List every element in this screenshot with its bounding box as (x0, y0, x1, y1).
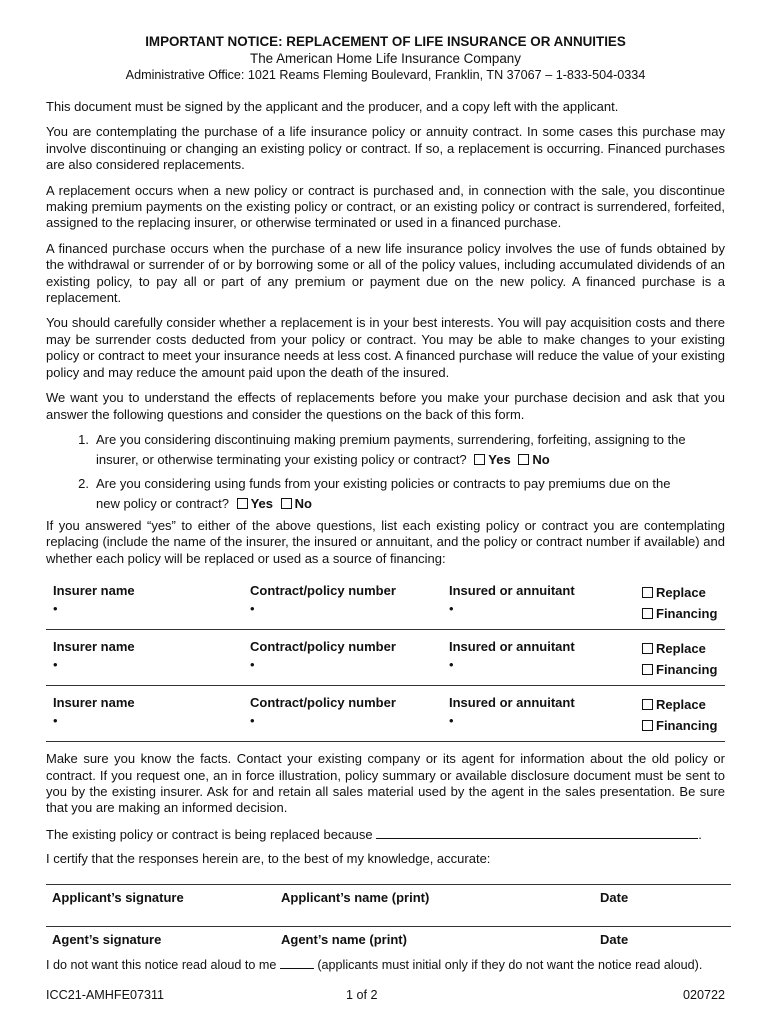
read-aloud-line (46, 957, 736, 973)
insured-annuitant-label: Insured or annuitant (449, 583, 575, 599)
insured-annuitant-label: Insured or annuitant (449, 695, 575, 711)
agent-signature-row[interactable] (46, 926, 731, 949)
insurer-name-field[interactable]: • (53, 601, 58, 617)
replace-label: Replace (656, 641, 706, 657)
replace-checkbox[interactable] (642, 699, 653, 710)
applicant-name-label: Applicant’s name (print) (281, 890, 430, 905)
no-label: No (294, 495, 312, 511)
insured-annuitant-label: Insured or annuitant (449, 639, 575, 655)
paragraph-if-yes: If you answered “yes” to either of the above questions, list each existing policy or contract you are contemplating replacing (include the name of the insurer, the insured or annuitant, and the policy or contract number if available) and whether each policy will be replaced or used as a source of financing: (46, 517, 725, 566)
question-number: 1. (78, 431, 89, 447)
no-label: No (532, 451, 550, 467)
replace-label: Replace (656, 697, 706, 713)
contract-number-field[interactable]: • (250, 657, 255, 673)
paragraph-understand: We want you to understand the effects of replacements before you make your purchase decision and ask that you answer the following questions and consider the questions on the back of this form. (46, 390, 725, 422)
read-aloud-note: (applicants must initial only if they do not want the notice read aloud). (317, 958, 703, 972)
read-aloud-initials-field[interactable] (280, 957, 314, 969)
read-aloud-text: I do not want this notice read aloud to me (46, 958, 277, 972)
replace-checkbox[interactable] (642, 587, 653, 598)
yes-label: Yes (488, 451, 511, 467)
insured-annuitant-field[interactable]: • (449, 657, 454, 673)
paragraph-replacement-definition: A replacement occurs when a new policy or contract is purchased and, in connection with the sale, you discontinue making premium payments on the existing policy or contract, or an existing policy or contract is surrendered, forfeited, assigned to the replacing insurer, or otherwise terminated or used in a financed purchase. (46, 182, 725, 231)
insurer-name-field[interactable]: • (53, 713, 58, 729)
page-number: 1 of 2 (346, 988, 378, 1002)
applicant-signature-label: Applicant’s signature (52, 890, 184, 905)
company-name: The American Home Life Insurance Company (250, 51, 521, 66)
question-2 (46, 474, 725, 514)
replace-checkbox[interactable] (642, 643, 653, 654)
insurer-name-label: Insurer name (53, 583, 135, 599)
form-id: ICC21-AMHFE07311 (46, 988, 165, 1002)
document-title: IMPORTANT NOTICE: REPLACEMENT OF LIFE INSURANCE OR ANNUITIES (145, 34, 626, 49)
table-row (46, 630, 725, 686)
insured-annuitant-field[interactable]: • (449, 601, 454, 617)
paragraph-contemplating: You are contemplating the purchase of a life insurance policy or annuity contract. In some cases this purchase may involve discontinuing or changing an existing policy or contract. If so, a replacement is occurring. Financed purchases are also considered replacements. (46, 124, 725, 173)
financing-checkbox[interactable] (642, 608, 653, 619)
replaced-because-line (46, 826, 725, 843)
question-text: insurer, or otherwise terminating your existing policy or contract? (96, 451, 467, 467)
insured-annuitant-field[interactable]: • (449, 713, 454, 729)
paragraph-consider: You should carefully consider whether a replacement is in your best interests. You will pay acquisition costs and there may be surrender costs deducted from your policy or contract. You may be able to make changes to your existing policy or contract to meet your insurance needs at less cost. A financed purchase will reduce the value of your existing policy and may reduce the amount paid upon the death of the insured. (46, 315, 725, 380)
contract-number-label: Contract/policy number (250, 695, 396, 711)
financing-checkbox[interactable] (642, 720, 653, 731)
financing-label: Financing (656, 718, 718, 734)
insurer-name-field[interactable]: • (53, 657, 58, 673)
financing-label: Financing (656, 606, 718, 622)
question-text: new policy or contract? (96, 495, 229, 511)
insurer-name-label: Insurer name (53, 639, 135, 655)
agent-name-label: Agent’s name (print) (281, 932, 407, 947)
replace-label: Replace (656, 585, 706, 601)
question-1 (46, 430, 725, 470)
contract-number-label: Contract/policy number (250, 639, 396, 655)
insurer-name-label: Insurer name (53, 695, 135, 711)
question-text: Are you considering discontinuing making premium payments, surrendering, forfeiting, assigning to the (96, 431, 686, 447)
table-row (46, 582, 725, 630)
question-text: Are you considering using funds from your existing policies or contracts to pay premiums due on the (96, 475, 671, 491)
agent-signature-label: Agent’s signature (52, 932, 162, 947)
replaced-because-end: . (698, 826, 702, 842)
financing-checkbox[interactable] (642, 664, 653, 675)
yes-label: Yes (250, 495, 273, 511)
administrative-office: Administrative Office: 1021 Reams Fleming Boulevard, Franklin, TN 37067 – 1-833-504-0334 (125, 68, 646, 82)
no-checkbox[interactable] (281, 498, 292, 509)
no-checkbox[interactable] (518, 454, 529, 465)
paragraph-financed-purchase: A financed purchase occurs when the purchase of a new life insurance policy involves the use of funds obtained by the withdrawal or surrender of or by borrowing some or all of the policy values, including accumulated dividends of an existing policy, to pay all or part of any premium or payment due on the new policy. A financed purchase is a replacement. (46, 240, 725, 306)
replaced-because-label: The existing policy or contract is being replaced because (46, 826, 373, 842)
policy-table (46, 582, 725, 742)
agent-date-label: Date (600, 932, 629, 947)
applicant-signature-row[interactable] (46, 884, 731, 907)
certify-statement: I certify that the responses herein are, to the best of my knowledge, accurate: (46, 851, 491, 867)
contract-number-field[interactable]: • (250, 601, 255, 617)
financing-label: Financing (656, 662, 718, 678)
table-row (46, 686, 725, 742)
paragraph-know-facts: Make sure you know the facts. Contact your existing company or its agent for information about the old policy or contract. If you request one, an in force illustration, policy summary or available disclosure document must be sent to you by the existing insurer. Ask for and retain all sales material used by the agent in the sales presentation. Be sure that you are making an informed decision. (46, 751, 725, 816)
replaced-because-field[interactable] (376, 826, 698, 839)
paragraph-signing: This document must be signed by the applicant and the producer, and a copy left with the applicant. (46, 99, 619, 114)
yes-checkbox[interactable] (237, 498, 248, 509)
question-number: 2. (78, 475, 89, 491)
applicant-date-label: Date (600, 890, 629, 905)
form-date-code: 020722 (682, 988, 725, 1002)
contract-number-label: Contract/policy number (250, 583, 396, 599)
contract-number-field[interactable]: • (250, 713, 255, 729)
yes-checkbox[interactable] (474, 454, 485, 465)
document-header (46, 34, 725, 84)
question-list (46, 430, 725, 514)
